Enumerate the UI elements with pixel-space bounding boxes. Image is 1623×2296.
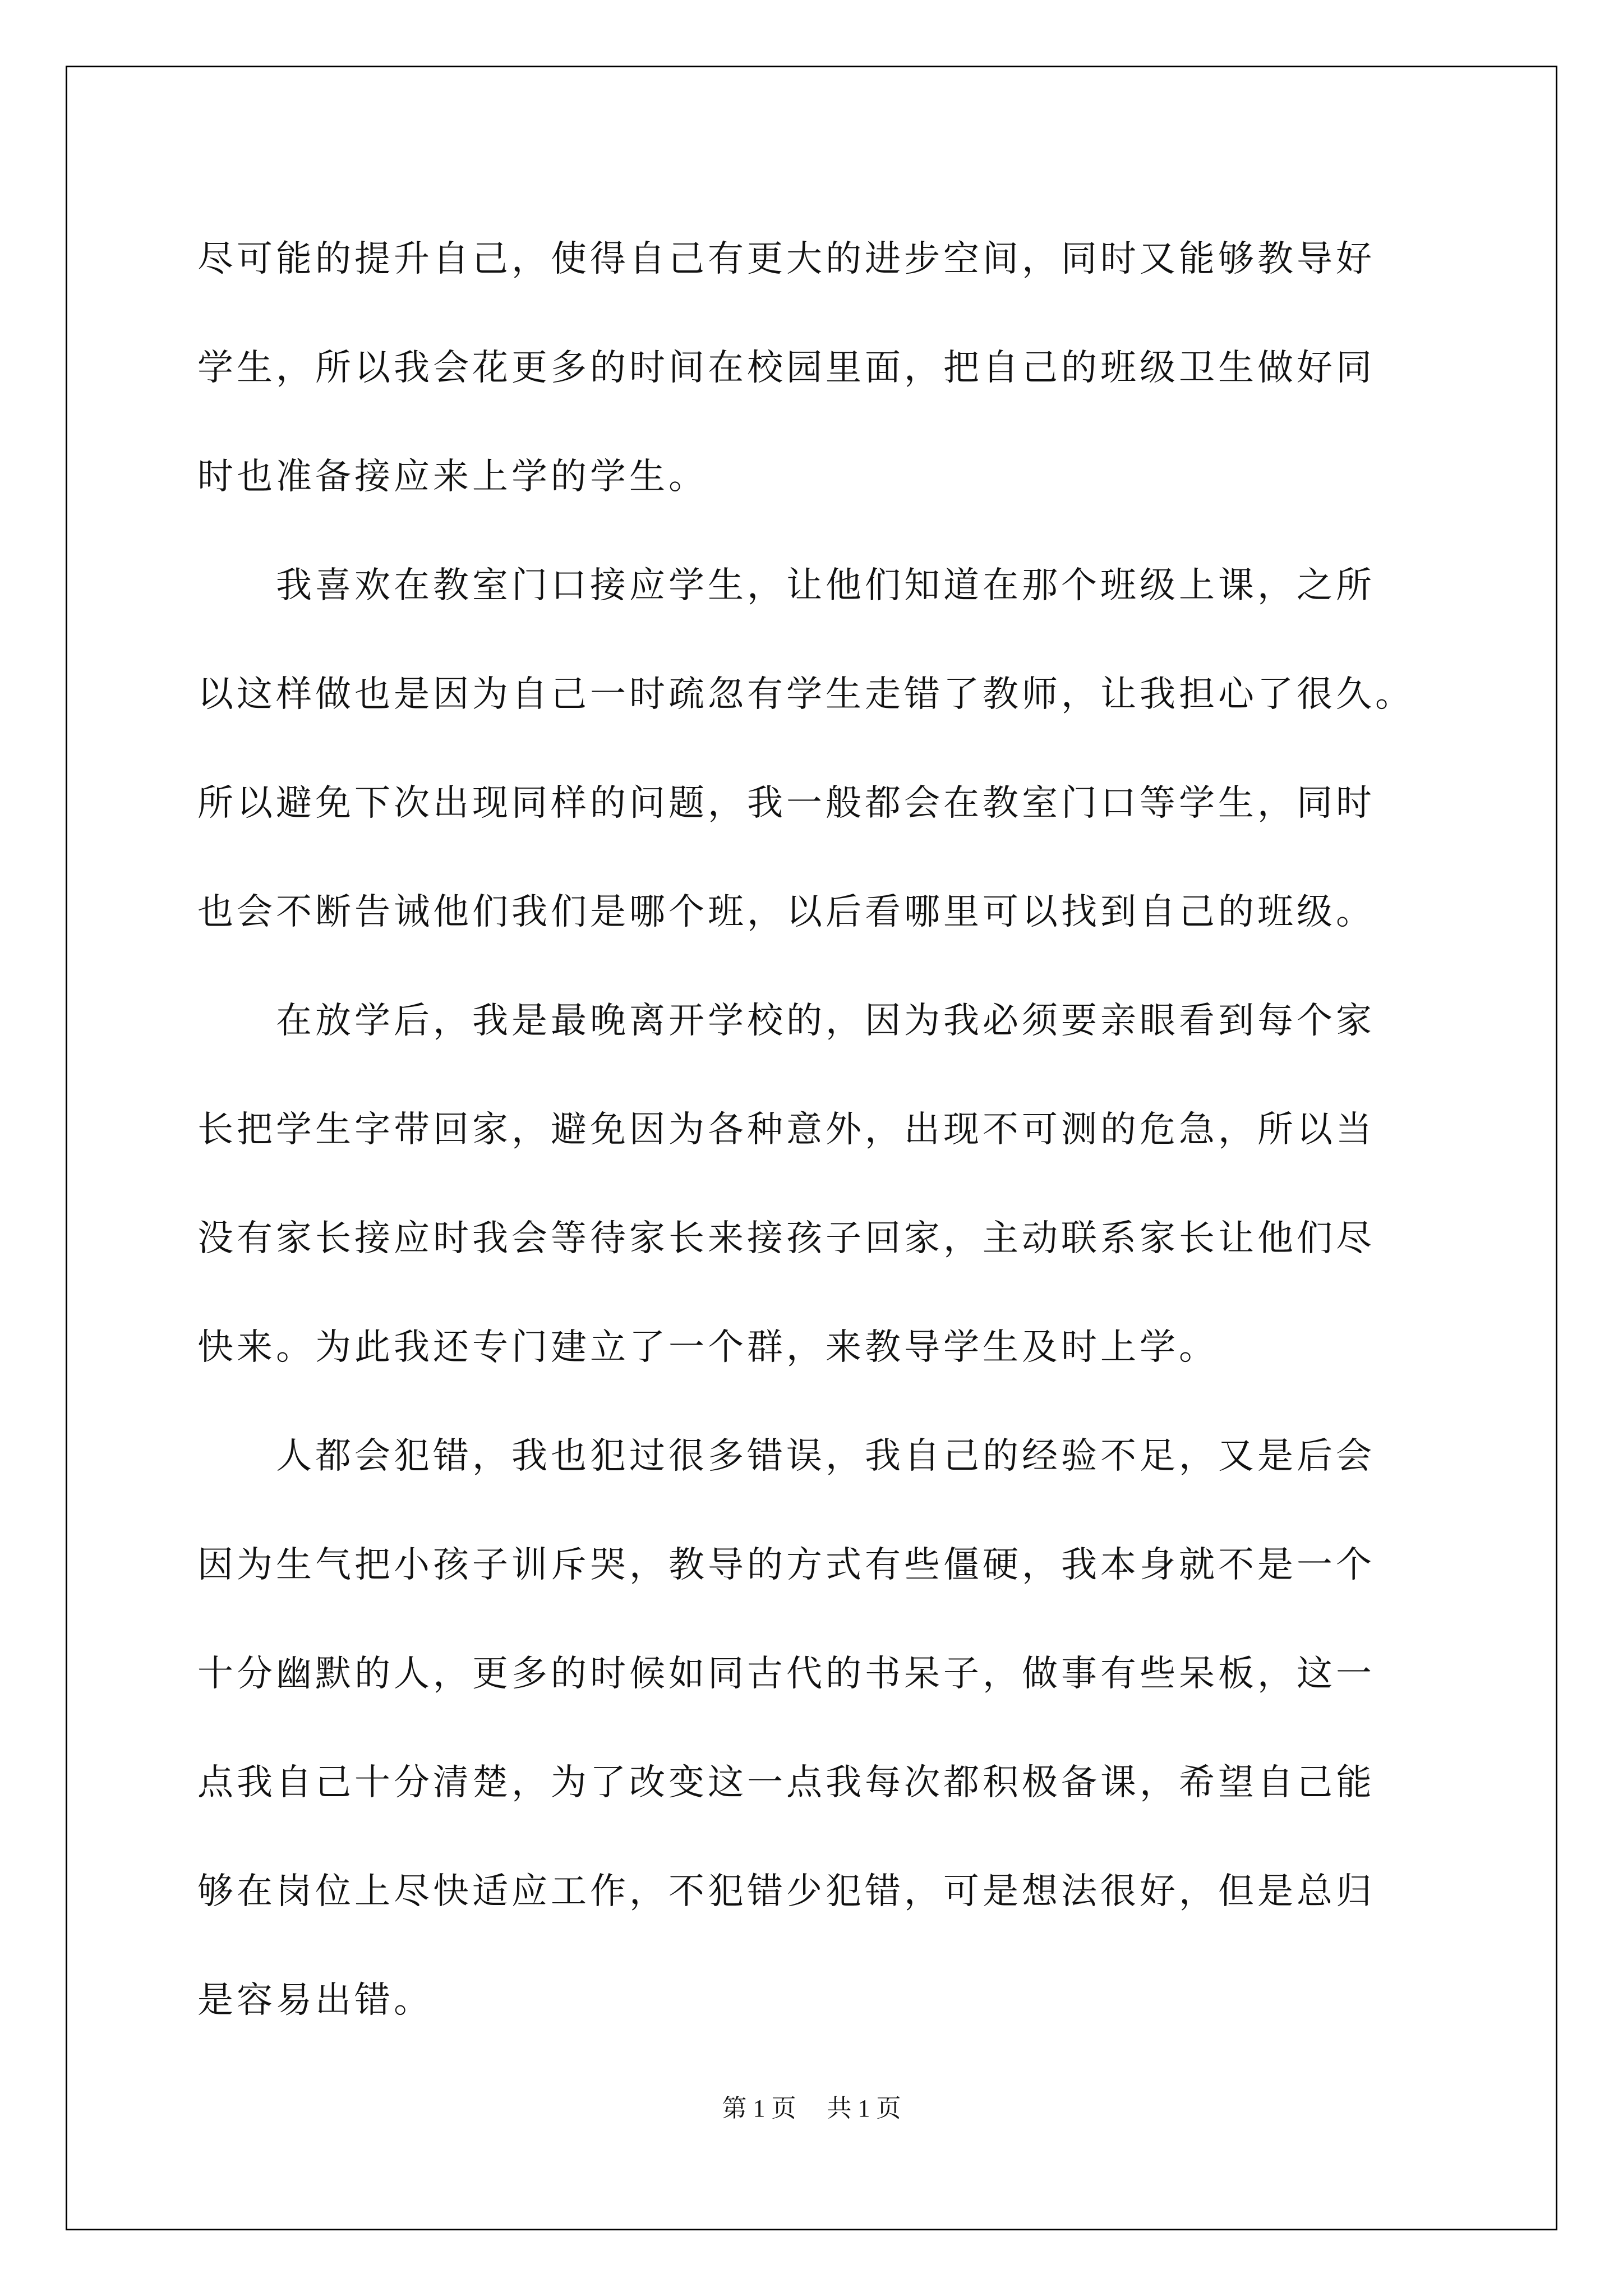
text-line: 十分幽默的人，更多的时候如同古代的书呆子，做事有些呆板，这一 (197, 1653, 1375, 1695)
text-line: 够在岗位上尽快适应工作，不犯错少犯错，可是想法很好，但是总归 (197, 1871, 1375, 1912)
document-body (197, 205, 1454, 2055)
text-line: 快来。为此我还专门建立了一个群，来教导学生及时上学。 (197, 1327, 1218, 1368)
page-number-footer: 第 1 页 共 1 页 (722, 2095, 901, 2122)
text-line: 尽可能的提升自己，使得自己有更大的进步空间，同时又能够教导好 (197, 238, 1375, 280)
text-line: 点我自己十分清楚，为了改变这一点我每次都积极备课，希望自己能 (197, 1762, 1375, 1803)
text-line: 是容易出错。 (197, 1980, 433, 2021)
text-line: 我喜欢在教室门口接应学生，让他们知道在那个班级上课，之所 (197, 565, 1375, 606)
text-line: 时也准备接应来上学的学生。 (197, 456, 708, 498)
text-line: 长把学生字带回家，避免因为各种意外，出现不可测的危急，所以当 (197, 1109, 1375, 1151)
text-line: 因为生气把小孩子训斥哭，教导的方式有些僵硬，我本身就不是一个 (197, 1544, 1375, 1586)
text-line: 学生，所以我会花更多的时间在校园里面，把自己的班级卫生做好同 (197, 347, 1375, 389)
text-line: 在放学后，我是最晚离开学校的，因为我必须要亲眼看到每个家 (197, 1000, 1375, 1042)
text-line: 人都会犯错，我也犯过很多错误，我自己的经验不足，又是后会 (197, 1435, 1375, 1477)
text-line: 也会不断告诫他们我们是哪个班，以后看哪里可以找到自己的班级。 (197, 891, 1375, 933)
text-line: 以这样做也是因为自己一时疏忽有学生走错了教师，让我担心了很久。 (197, 674, 1414, 715)
text-line: 没有家长接应时我会等待家长来接孩子回家，主动联系家长让他们尽 (197, 1218, 1375, 1259)
text-line: 所以避免下次出现同样的问题，我一般都会在教室门口等学生，同时 (197, 783, 1375, 824)
